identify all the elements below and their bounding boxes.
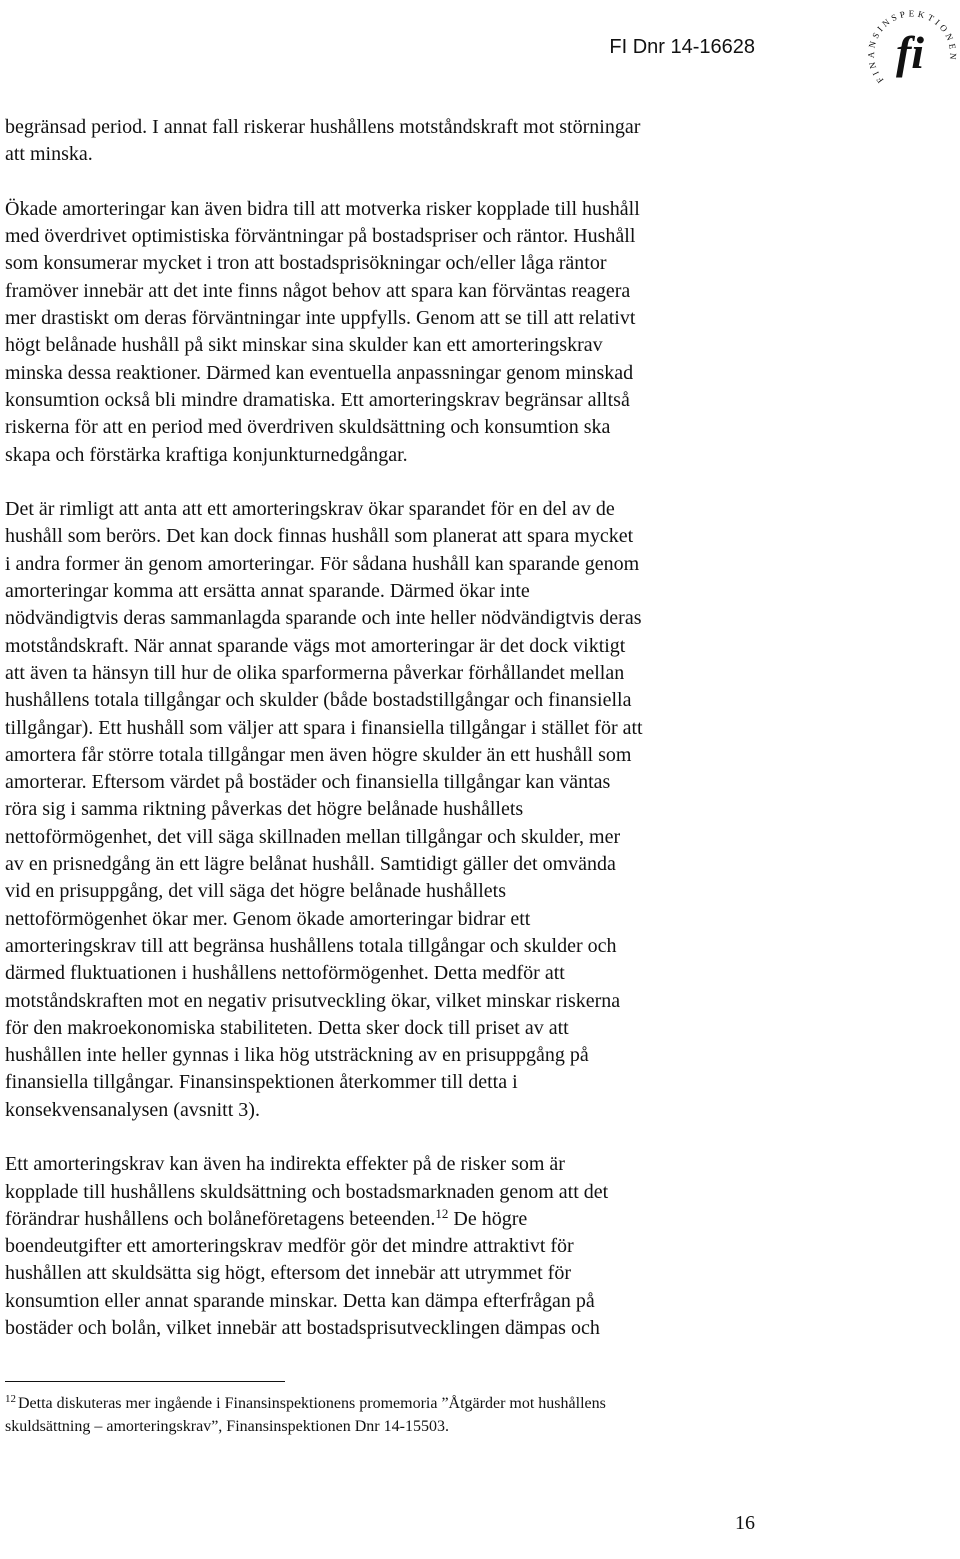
paragraph-1: [5, 114, 955, 169]
text-fragment: De högre: [448, 1207, 528, 1230]
text-line: amortera får större totala tillgångar men även högre skulder än ett hushåll som: [5, 743, 632, 766]
text-line: framöver innebär att det inte finns något behov att spara kan förväntas reagera: [5, 279, 631, 302]
text-line: amorteringar komma att ersätta annat sparande. Därmed ökar inte: [5, 580, 530, 603]
text-line: minska dessa reaktioner. Därmed kan eventuella anpassningar genom minskad: [5, 361, 634, 384]
text-line: som konsumerar mycket i tron att bostadsprisökningar och/eller låga räntor: [5, 252, 607, 275]
footnote-reference[interactable]: 12: [435, 1205, 449, 1221]
text-line: begränsad period. I annat fall riskerar hushållens motståndskraft mot störningar: [5, 116, 641, 138]
text-line: nödvändigtvis deras sammanlagda sparande och inte heller nödvändigtvis deras: [5, 607, 642, 630]
text-line: Det är rimligt att anta att ett amorteringskrav ökar sparandet för en del av de: [5, 498, 615, 521]
text-line: hushåll som berörs. Det kan dock finnas hushåll som planerat att spara mycket: [5, 525, 634, 548]
text-line: hushållen att skuldsätta sig högt, eftersom det innebär att utrymmet för: [5, 1262, 571, 1285]
text-line: riskerna för att en period med överdriven skuldsättning och konsumtion ska: [5, 416, 611, 439]
text-line: motståndskraft. När annat sparande vägs mot amorteringar är det dock viktigt: [5, 634, 626, 657]
footnote-separator: [5, 1381, 285, 1382]
text-line: att även ta hänsyn till hur de olika sparformerna påverkar förhållandet mellan: [5, 661, 625, 684]
text-line: i andra former än genom amorteringar. För sådana hushåll kan sparande genom: [5, 552, 640, 575]
text-line: högt belånade hushåll på sikt minskar sina skulder kan ett amorteringskrav: [5, 334, 603, 357]
paragraph-2: [5, 196, 955, 469]
text-line: motståndskraften mot en negativ prisutveckling ökar, vilket minskar riskerna: [5, 989, 621, 1012]
text-line: skapa och förstärka kraftiga konjunkturnedgångar.: [5, 443, 408, 466]
fi-logo-icon: [862, 2, 958, 98]
text-line: tillgångar). Ett hushåll som väljer att spara i finansiella tillgångar i stället för att: [5, 716, 643, 739]
text-line: vid en prisuppgång, det vill säga det högre belånade hushållets: [5, 880, 506, 903]
text-line: amorterar. Eftersom värdet på bostäder och finansiella tillgångar kan väntas: [5, 771, 611, 794]
text-line: med överdrivet optimistiska förväntningar på bostadspriser och räntor. Hushåll: [5, 225, 636, 248]
text-line: hushållens totala tillgångar och skulder (både bostadstillgångar och finansiella: [5, 689, 632, 712]
text-line: för den makroekonomiska stabiliteten. Detta sker dock till priset av att: [5, 1016, 569, 1039]
footnote: [5, 1392, 955, 1438]
text-line: röra sig i samma riktning påverkas det högre belånade hushållets: [5, 798, 524, 821]
footnote-line: [5, 1392, 955, 1415]
text-line: konsumtion eller annat sparande minskar. Detta kan dämpa efterfrågan på: [5, 1289, 595, 1312]
text-line: bostäder och bolån, vilket innebär att bostadsprisutvecklingen dämpas och: [5, 1317, 600, 1340]
text-line: konsekvensanalysen (avsnitt 3).: [5, 1098, 260, 1121]
text-line: att minska.: [5, 143, 93, 166]
text-line: nettoförmögenhet ökar mer. Genom ökade amorteringar bidrar ett: [5, 907, 531, 930]
text-line: därmed fluktuationen i hushållens nettoförmögenhet. Detta medför att: [5, 962, 565, 985]
logo-mark: fi: [895, 27, 925, 78]
text-line: boendeutgifter ett amorteringskrav medför gör det mindre attraktivt för: [5, 1235, 574, 1258]
text-fragment: förändrar hushållens och bolåneföretagens beteenden.: [5, 1207, 436, 1230]
text-line: kopplade till hushållens skuldsättning och bostadsmarknaden genom att det: [5, 1180, 609, 1203]
text-line: nettoförmögenhet, det vill säga skillnaden mellan tillgångar och skulder, mer: [5, 825, 621, 848]
text-line: hushållen inte heller gynnas i lika hög utsträckning av en prisuppgång på: [5, 1044, 589, 1067]
text-line-with-footnote: [5, 1206, 955, 1233]
text-line: amorteringskrav till att begränsa hushållens totala tillgångar och skulder och: [5, 934, 617, 957]
text-line: Ökade amorteringar kan även bidra till att motverka risker kopplade till hushåll: [5, 197, 640, 220]
text-line: konsumtion också bli mindre dramatiska. Ett amorteringskrav begränsar alltså: [5, 388, 630, 411]
text-line: finansiella tillgångar. Finansinspektionen återkommer till detta i: [5, 1071, 518, 1094]
document-reference: FI Dnr 14-16628: [609, 36, 755, 58]
document-body: [5, 114, 955, 1370]
footnote-text: Detta diskuteras mer ingående i Finansinspektionens promemoria ”Åtgärder mot hushållens: [18, 1395, 606, 1412]
paragraph-3: [5, 496, 955, 1124]
footnote-line: skuldsättning – amorteringskrav”, Finansinspektionen Dnr 14-15503.: [5, 1418, 449, 1435]
text-line: Ett amorteringskrav kan även ha indirekta effekter på de risker som är: [5, 1153, 565, 1176]
page-number: 16: [735, 1512, 755, 1534]
footnote-number: 12: [5, 1393, 16, 1405]
paragraph-4: [5, 1151, 955, 1342]
text-line: mer drastiskt om deras förväntningar inte uppfylls. Genom att se till att relativt: [5, 307, 636, 330]
text-line: av en prisnedgång än ett lägre belånat hushåll. Samtidigt gäller det omvända: [5, 853, 616, 876]
logo-ring-text: FINANSINSPEKTIONEN: [866, 8, 958, 85]
